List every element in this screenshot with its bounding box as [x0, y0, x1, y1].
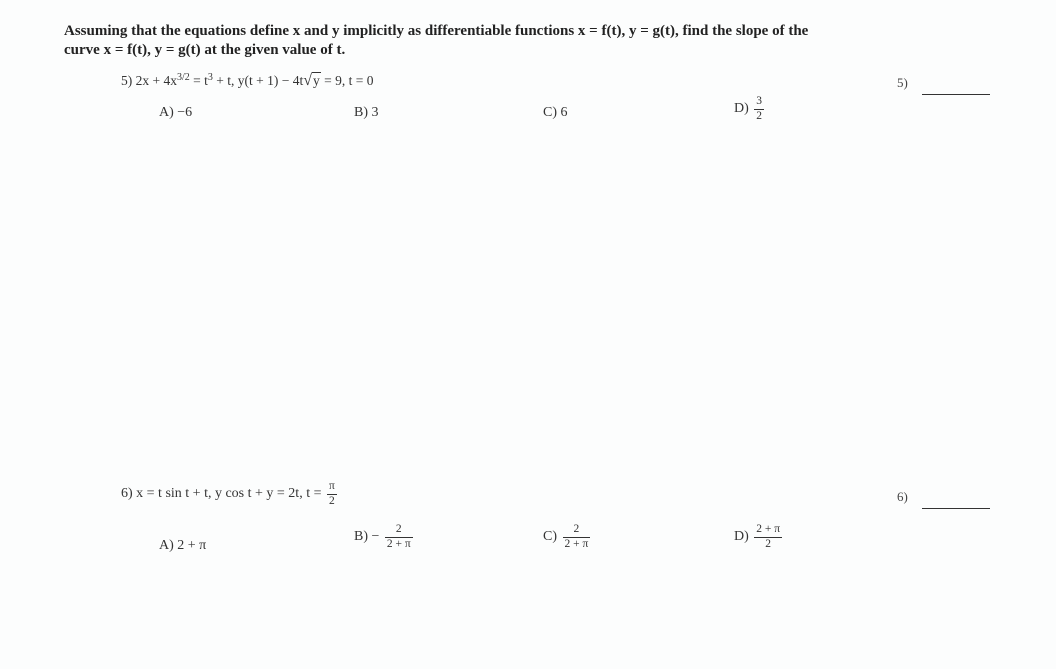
q5-choice-c[interactable]: C) 6: [543, 105, 568, 120]
question-5-number: 5): [897, 75, 908, 90]
q5-choice-a[interactable]: A) −6: [159, 105, 193, 120]
question-5-answer-blank[interactable]: [922, 94, 990, 95]
q6-choice-a[interactable]: A) 2 + π: [159, 538, 207, 553]
question-6-equation: 6) x = t sin t + t, y cos t + y = 2t, t = $\frac{\pi}{2}$: [121, 480, 335, 507]
q6-choice-d[interactable]: D) $\frac{2 + \pi}{2}$: [734, 523, 781, 550]
fraction: $\frac{2 + \pi}{2}$: [756, 523, 781, 550]
fraction: $\frac{\pi}{2}$: [328, 480, 335, 507]
instructions-line-1: Assuming that the equations define x and y implicitly as differentiable functions x = f(t), y = g(t), find the slope of the: [64, 23, 809, 39]
square-root: √y: [303, 72, 320, 89]
instructions: [64, 22, 808, 60]
q6-choice-b[interactable]: B) − $\frac{2}{2 + \pi}$: [354, 523, 411, 550]
q5-choice-b[interactable]: B) 3: [354, 105, 379, 120]
q6-choice-c[interactable]: C) $\frac{2}{2 + \pi}$: [543, 523, 589, 550]
fraction: $\frac{2}{2 + \pi}$: [386, 523, 411, 550]
question-5-equation: 5) $2x + 4x^{3/2} = t^3 + t$, y(t + 1) − 4t√y = 9, t = 0: [121, 72, 374, 89]
instructions-line-2: curve x = f(t), y = g(t) at the given value of t.: [64, 42, 346, 58]
fraction: $\frac{2}{2 + \pi}$: [564, 523, 589, 550]
question-6-answer-blank[interactable]: [922, 508, 990, 509]
question-6-number: 6): [897, 489, 908, 504]
q5-choice-d[interactable]: D) $\frac{3}{2}$: [734, 95, 763, 122]
fraction: $\frac{3}{2}$: [756, 95, 763, 122]
